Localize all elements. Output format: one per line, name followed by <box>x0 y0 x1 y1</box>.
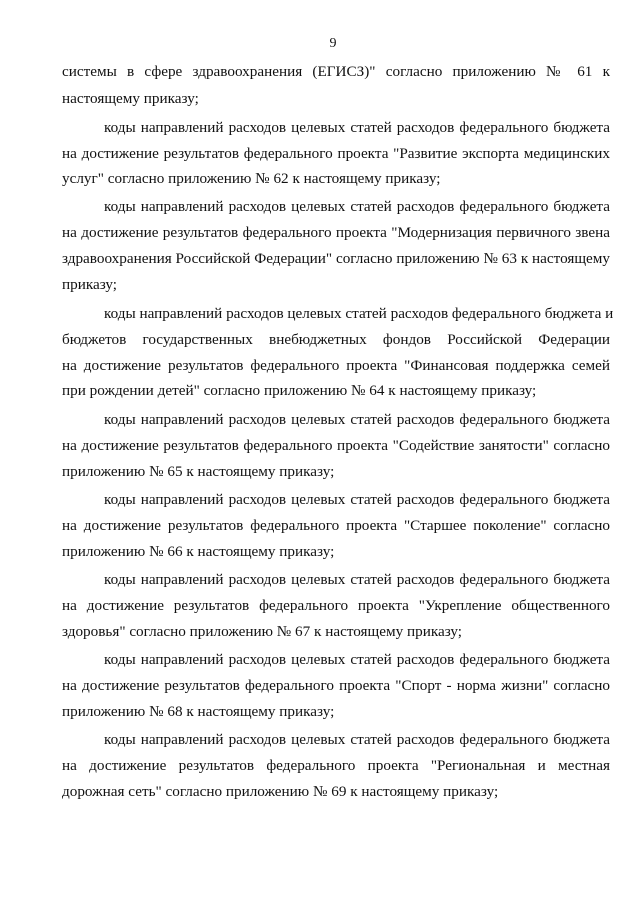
paragraph-7-line-3: здоровья" согласно приложению № 67 к настоящему приказу; <box>62 623 463 640</box>
paragraph-4-line-2: бюджетов государственных внебюджетных фондов Российской Федерации <box>62 331 610 348</box>
page-number: 9 <box>329 36 337 51</box>
paragraph-3-line-1: коды направлений расходов целевых статей расходов федерального бюджета <box>104 198 610 215</box>
paragraph-2-line-3: услуг" согласно приложению № 62 к настоящему приказу; <box>62 170 441 187</box>
paragraph-7-line-2: на достижение результатов федерального проекта "Укрепление общественного <box>62 597 610 614</box>
paragraph-4-line-1: коды направлений расходов целевых статей расходов федерального бюджета и <box>104 305 614 322</box>
paragraph-2-line-1: коды направлений расходов целевых статей расходов федерального бюджета <box>104 119 610 136</box>
paragraph-8-line-3: приложению № 68 к настоящему приказу; <box>62 703 335 720</box>
paragraph-5-line-1: коды направлений расходов целевых статей расходов федерального бюджета <box>104 411 610 428</box>
paragraph-6-line-1: коды направлений расходов целевых статей расходов федерального бюджета <box>104 491 610 508</box>
paragraph-4-line-3: на достижение результатов федерального проекта "Финансовая поддержка семей <box>62 357 610 374</box>
paragraph-2-line-2: на достижение результатов федерального проекта "Развитие экспорта медицинских <box>62 145 610 162</box>
paragraph-6-line-2: на достижение результатов федерального проекта "Старшее поколение" согласно <box>62 517 610 534</box>
paragraph-8-line-2: на достижение результатов федерального проекта "Спорт - норма жизни" согласно <box>62 677 610 694</box>
paragraph-3-line-2: на достижение результатов федерального проекта "Модернизация первичного звена <box>62 224 610 241</box>
paragraph-5-line-2: на достижение результатов федерального проекта "Содействие занятости" согласно <box>62 437 610 454</box>
paragraph-3-line-4: приказу; <box>62 276 118 293</box>
paragraph-6-line-3: приложению № 66 к настоящему приказу; <box>62 543 335 560</box>
paragraph-9-line-1: коды направлений расходов целевых статей расходов федерального бюджета <box>104 731 610 748</box>
paragraph-3-line-3: здравоохранения Российской Федерации" согласно приложению № 63 к настоящему <box>62 250 610 267</box>
paragraph-9-line-2: на достижение результатов федерального проекта "Региональная и местная <box>62 757 610 774</box>
paragraph-4-line-4: при рождении детей" согласно приложению № 64 к настоящему приказу; <box>62 382 537 399</box>
paragraph-1-line-1: системы в сфере здравоохранения (ЕГИСЗ)" согласно приложению № 61 к <box>62 63 610 80</box>
paragraph-1-line-2: настоящему приказу; <box>62 90 199 107</box>
paragraph-8-line-1: коды направлений расходов целевых статей расходов федерального бюджета <box>104 651 610 668</box>
paragraph-9-line-3: дорожная сеть" согласно приложению № 69 к настоящему приказу; <box>62 783 499 800</box>
paragraph-5-line-3: приложению № 65 к настоящему приказу; <box>62 463 335 480</box>
paragraph-7-line-1: коды направлений расходов целевых статей расходов федерального бюджета <box>104 571 610 588</box>
